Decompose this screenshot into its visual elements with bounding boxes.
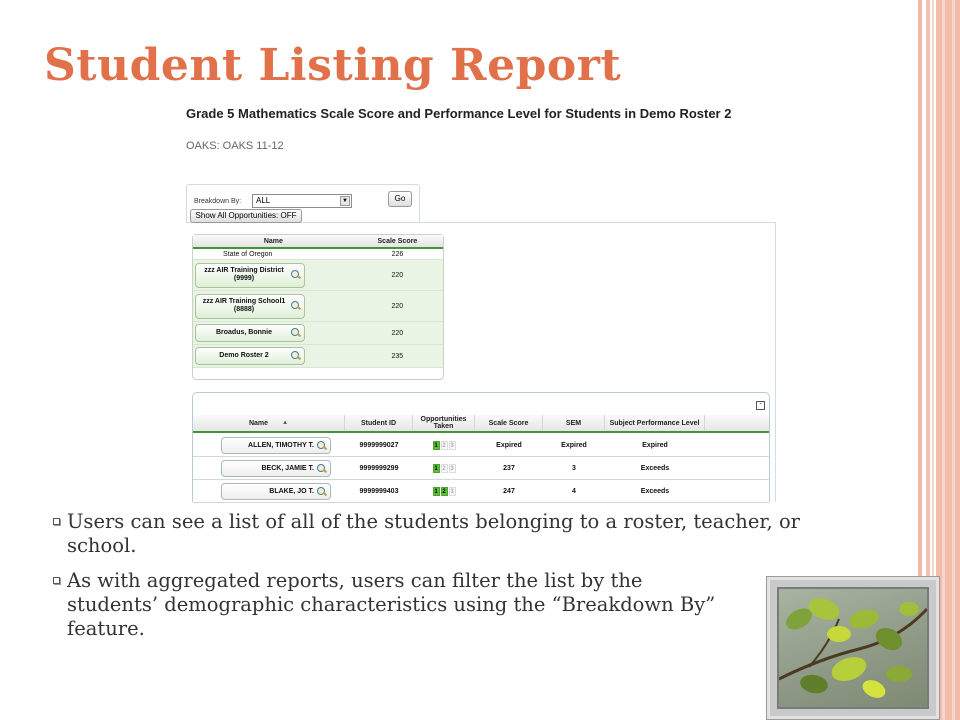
sort-ascending-icon[interactable]: ▲ [282,419,289,426]
bullet-text: As with aggregated reports, users can filter the list by the students’ demographic characteristics using the “Breakdown By” feature. [67,569,716,640]
bullet-item [52,510,852,558]
opportunity-indicator [433,487,456,496]
breakdown-select-value: ALL [256,196,271,205]
opportunity-indicator [433,464,456,473]
column-header-name: Name [263,237,283,245]
row-score: 220 [391,271,404,279]
magnifier-icon[interactable] [317,487,327,497]
sem-value: 3 [572,465,576,472]
column-header-sem[interactable]: SEM [543,415,605,431]
roster-drilldown-button[interactable] [195,347,305,365]
row-name: zzz AIR Training District (9999) [204,267,284,282]
row-score: 220 [391,329,404,337]
magnifier-icon[interactable] [291,328,301,338]
opportunity-box[interactable]: 3 [450,443,454,449]
report-screenshot [186,102,780,502]
table-row [193,481,769,503]
column-header-name[interactable]: Name ▲ [193,415,345,431]
teacher-drilldown-button[interactable] [195,324,305,342]
magnifier-icon[interactable] [317,441,327,451]
performance-level: Exceeds [640,465,670,472]
report-title: Grade 5 Mathematics Scale Score and Performance Level for Students in Demo Roster 2 [186,106,732,121]
scale-score: 237 [503,465,515,472]
row-name: Broadus, Bonnie [215,329,272,336]
magnifier-icon[interactable] [291,351,301,361]
table-row [193,322,443,345]
opportunity-box[interactable]: 3 [450,466,454,472]
row-name: Demo Roster 2 [219,352,269,359]
row-name: State of Oregon [223,250,273,258]
student-id: 9999999299 [359,465,399,472]
decorative-stripe [952,0,955,720]
table-row [193,345,443,368]
opportunity-box[interactable]: 1 [434,489,438,495]
student-listing-table [192,392,770,502]
column-header-opportunities[interactable]: Opportunities Taken [413,415,475,431]
column-header-student-id[interactable]: Student ID [345,415,413,431]
leaves-photo [777,587,929,709]
bullet-text: Users can see a list of all of the students belonging to a roster, teacher, or school. [67,510,801,557]
opportunity-box[interactable]: 2 [442,466,446,472]
sem-value: 4 [572,488,576,495]
square-bullet-icon [53,577,60,584]
column-header-scale-score[interactable]: Scale Score [475,415,543,431]
school-drilldown-button[interactable] [195,294,305,319]
breakdown-label: Breakdown By: [194,198,242,205]
student-table-header [193,415,769,433]
table-row [193,291,443,322]
table-row [193,435,769,457]
opportunity-box[interactable]: 2 [442,489,446,495]
column-header-performance-level[interactable]: Subject Performance Level [605,415,705,431]
student-name-button[interactable]: BLAKE, JO T. [221,483,331,500]
opportunity-box[interactable]: 2 [442,443,446,449]
row-score: 235 [391,352,404,360]
performance-level: Exceeds [640,488,670,495]
magnifier-icon[interactable] [291,270,301,280]
opportunity-box[interactable]: 1 [434,443,438,449]
magnifier-icon[interactable] [317,464,327,474]
slide-title: Student Listing Report [44,40,622,91]
district-drilldown-button[interactable] [195,263,305,288]
bullet-item [52,569,732,641]
row-score: 220 [391,302,404,310]
bullet-list [52,510,852,652]
table-row [193,249,443,260]
student-name-button[interactable]: ALLEN, TIMOTHY T. [221,437,331,454]
framed-photo [766,576,940,720]
opportunity-indicator [433,441,456,450]
aggregate-table-header [193,235,443,249]
opportunity-box[interactable]: 1 [434,466,438,472]
student-id: 9999999403 [359,488,399,495]
table-row [193,458,769,480]
table-row [193,260,443,291]
student-name-button[interactable]: BECK, JAMIE T. [221,460,331,477]
column-header-scale-score: Scale Score [377,238,418,245]
collapse-icon[interactable]: - [756,401,765,410]
opportunity-box[interactable]: 3 [450,489,454,495]
magnifier-icon[interactable] [291,301,301,311]
student-id: 9999999027 [359,442,399,449]
row-score: 226 [391,250,404,258]
report-subtitle: OAKS: OAKS 11-12 [186,140,284,152]
scale-score: 247 [503,488,515,495]
breakdown-select[interactable] [252,194,352,208]
show-opportunities-toggle[interactable]: Show All Opportunities: OFF [190,209,302,223]
chevron-down-icon[interactable]: ▼ [340,196,350,206]
decorative-stripe [942,0,945,720]
square-bullet-icon [53,518,60,525]
go-button[interactable]: Go [388,191,412,207]
aggregate-table [192,234,444,380]
row-name: zzz AIR Training School1 (8888) [202,298,286,313]
scale-score: Expired [496,442,522,449]
performance-level: Expired [642,442,668,449]
sem-value: Expired [561,442,587,449]
